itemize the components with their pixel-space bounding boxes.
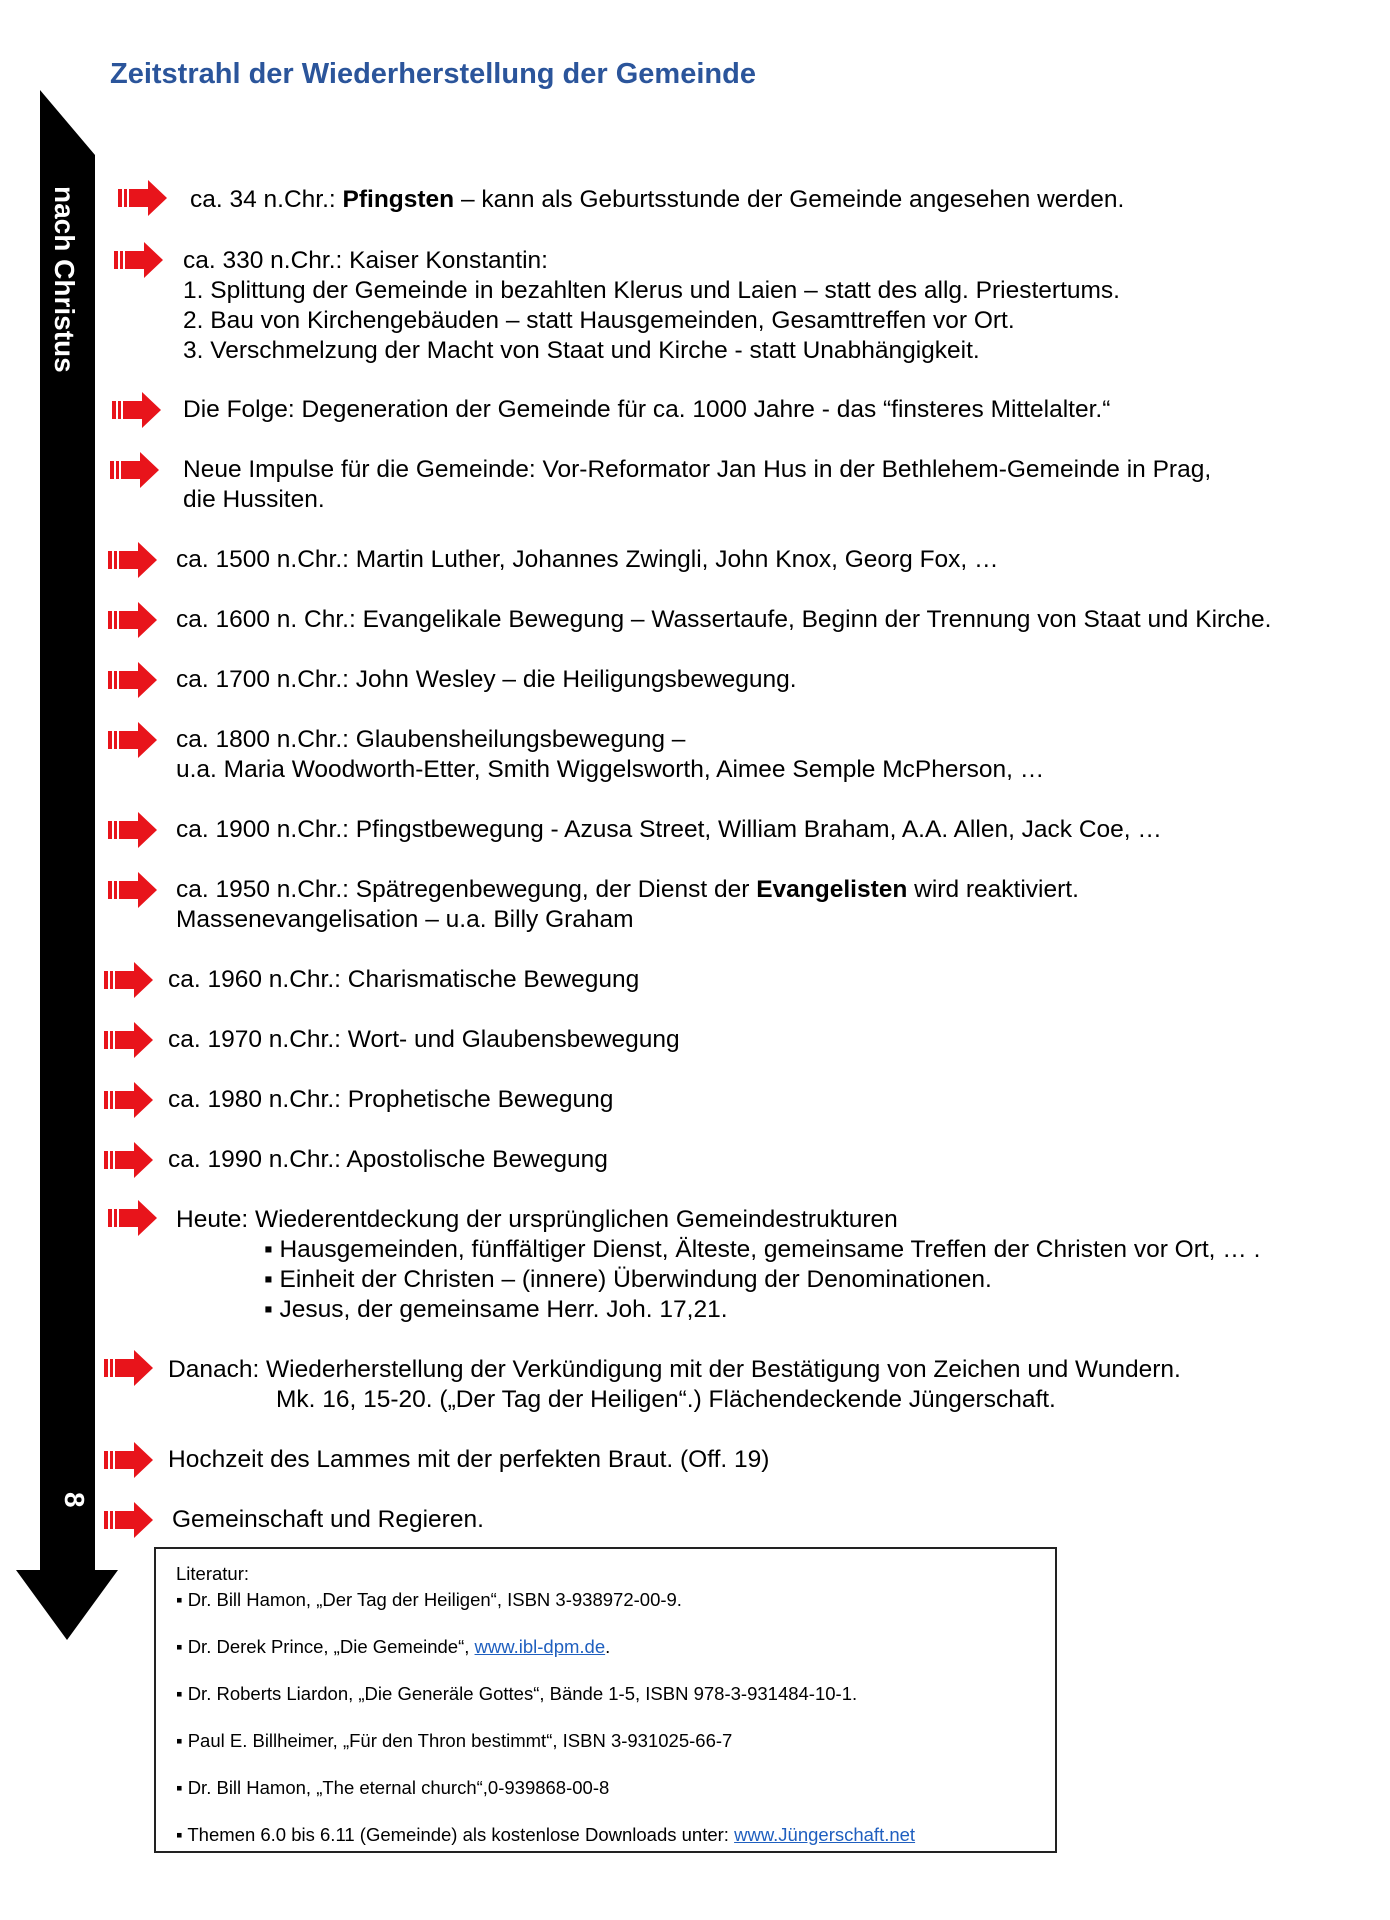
entry-line: 3. Verschmelzung der Macht von Staat und Kirche - statt Unabhängigkeit. bbox=[183, 337, 980, 364]
literature-link[interactable]: www.ibl-dpm.de bbox=[474, 1636, 606, 1657]
red-arrow-icon bbox=[110, 390, 162, 430]
red-arrow-icon bbox=[106, 660, 158, 700]
entry-line: ca. 1500 n.Chr.: Martin Luther, Johannes Zwingli, John Knox, Georg Fox, … bbox=[176, 546, 999, 573]
entry-heute bbox=[176, 1205, 1260, 1325]
entry-bullet: ▪ Jesus, der gemeinsame Herr. Joh. 17,21. bbox=[264, 1296, 728, 1323]
entry-gemeinschaft bbox=[172, 1505, 484, 1535]
red-arrow-icon bbox=[108, 450, 160, 490]
entry-hochzeit bbox=[168, 1445, 769, 1475]
literature-item bbox=[176, 1683, 857, 1705]
literature-item bbox=[176, 1730, 732, 1752]
entry-konstantin bbox=[183, 246, 1120, 366]
entry-1960 bbox=[168, 965, 639, 995]
literature-text: ▪ Dr. Derek Prince, „Die Gemeinde“, bbox=[176, 1636, 475, 1657]
entry-line: Massenevangelisation – u.a. Billy Graham bbox=[176, 906, 634, 933]
entry-line: Gemeinschaft und Regieren. bbox=[172, 1506, 484, 1533]
entry-line: u.a. Maria Woodworth-Etter, Smith Wiggelsworth, Aimee Semple McPherson, … bbox=[176, 756, 1045, 783]
entry-pfingsten bbox=[190, 185, 1124, 215]
red-arrow-icon bbox=[102, 960, 154, 1000]
red-arrow-icon bbox=[102, 1440, 154, 1480]
literature-text: ▪ Paul E. Billheimer, „Für den Thron bestimmt“, ISBN 3-931025-66-7 bbox=[176, 1730, 733, 1751]
entry-bullet: ▪ Hausgemeinden, fünffältiger Dienst, Älteste, gemeinsame Treffen der Christen vor Ort, … . bbox=[264, 1236, 1261, 1263]
entry-line: ca. 1980 n.Chr.: Prophetische Bewegung bbox=[168, 1086, 614, 1113]
entry-folge bbox=[183, 395, 1110, 425]
red-arrow-icon bbox=[106, 870, 158, 910]
entry-line: ca. 1600 n. Chr.: Evangelikale Bewegung – Wassertaufe, Beginn der Trennung von Staat und Kirche. bbox=[176, 606, 1272, 633]
red-arrow-icon bbox=[106, 540, 158, 580]
entry-1900 bbox=[176, 815, 1162, 845]
entry-line: 2. Bau von Kirchengebäuden – statt Hausgemeinden, Gesamttreffen vor Ort. bbox=[183, 307, 1015, 334]
red-arrow-icon bbox=[102, 1500, 154, 1540]
entry-line: Die Folge: Degeneration der Gemeinde für ca. 1000 Jahre - das “finsteres Mittelalter.“ bbox=[183, 396, 1111, 423]
literature-heading: Literatur: bbox=[176, 1563, 250, 1584]
literature-text: ▪ Dr. Roberts Liardon, „Die Generäle Gottes“, Bände 1-5, ISBN 978-3-931484-10-1. bbox=[176, 1683, 858, 1704]
entry-line: ca. 1990 n.Chr.: Apostolische Bewegung bbox=[168, 1146, 608, 1173]
entry-1700 bbox=[176, 665, 797, 695]
red-arrow-icon bbox=[102, 1020, 154, 1060]
red-arrow-icon bbox=[106, 1198, 158, 1238]
red-arrow-icon bbox=[102, 1140, 154, 1180]
entry-text: ca. 34 n.Chr.: bbox=[190, 186, 343, 213]
literature-item bbox=[176, 1636, 610, 1658]
entry-1990 bbox=[168, 1145, 608, 1175]
entry-1950 bbox=[176, 875, 1079, 935]
literature-text: ▪ Dr. Bill Hamon, „The eternal church“,0-939868-00-8 bbox=[176, 1777, 610, 1798]
entry-1600 bbox=[176, 605, 1271, 635]
entry-1970 bbox=[168, 1025, 680, 1055]
entry-line: ca. 1700 n.Chr.: John Wesley – die Heiligungsbewegung. bbox=[176, 666, 797, 693]
page-number: 8 bbox=[59, 1492, 90, 1508]
entry-1500 bbox=[176, 545, 999, 575]
red-arrow-icon bbox=[106, 600, 158, 640]
literature-link[interactable]: www.Jüngerschaft.net bbox=[734, 1824, 916, 1845]
entry-line: 1. Splittung der Gemeinde in bezahlten Klerus und Laien – statt des allg. Priestertums. bbox=[183, 277, 1120, 304]
entry-line: ca. 330 n.Chr.: Kaiser Konstantin: bbox=[183, 247, 548, 274]
entry-bold: Evangelisten bbox=[756, 876, 908, 903]
entry-line: Danach: Wiederherstellung der Verkündigung mit der Bestätigung von Zeichen und Wundern. bbox=[168, 1356, 1181, 1383]
entry-text: ca. 1950 n.Chr.: Spätregenbewegung, der Dienst der bbox=[176, 876, 757, 903]
entry-line: ca. 1970 n.Chr.: Wort- und Glaubensbewegung bbox=[168, 1026, 680, 1053]
literature-item bbox=[176, 1824, 915, 1846]
entry-line: ca. 1800 n.Chr.: Glaubensheilungsbewegung – bbox=[176, 726, 686, 753]
literature-box bbox=[154, 1547, 1057, 1853]
literature-item bbox=[176, 1777, 609, 1799]
entry-line: Neue Impulse für die Gemeinde: Vor-Reformator Jan Hus in der Bethlehem-Gemeinde in Prag, bbox=[183, 456, 1212, 483]
red-arrow-icon bbox=[112, 240, 164, 280]
entry-line: Mk. 16, 15-20. („Der Tag der Heiligen“.) Flächendeckende Jüngerschaft. bbox=[276, 1386, 1056, 1413]
entry-bullet: ▪ Einheit der Christen – (innere) Überwindung der Denominationen. bbox=[264, 1266, 992, 1293]
entry-line: ca. 1900 n.Chr.: Pfingstbewegung - Azusa Street, William Braham, A.A. Allen, Jack Coe, … bbox=[176, 816, 1162, 843]
literature-text: ▪ Dr. Bill Hamon, „Der Tag der Heiligen“, ISBN 3-938972-00-9. bbox=[176, 1589, 682, 1610]
red-arrow-icon bbox=[102, 1348, 154, 1388]
entry-1980 bbox=[168, 1085, 613, 1115]
timeline-label: nach Christus bbox=[49, 186, 80, 373]
entry-bold: Pfingsten bbox=[342, 186, 455, 213]
entry-line: die Hussiten. bbox=[183, 486, 325, 513]
red-arrow-icon bbox=[102, 1080, 154, 1120]
literature-text: . bbox=[605, 1636, 611, 1657]
entry-text: wird reaktiviert. bbox=[907, 876, 1079, 903]
red-arrow-icon bbox=[106, 810, 158, 850]
red-arrow-icon bbox=[116, 178, 168, 218]
literature-item bbox=[176, 1589, 682, 1611]
entry-text: – kann als Geburtsstunde der Gemeinde angesehen werden. bbox=[454, 186, 1125, 213]
entry-line: Hochzeit des Lammes mit der perfekten Braut. (Off. 19) bbox=[168, 1446, 770, 1473]
entry-1800 bbox=[176, 725, 1044, 785]
entry-danach bbox=[168, 1355, 1181, 1415]
literature-text: ▪ Themen 6.0 bis 6.11 (Gemeinde) als kostenlose Downloads unter: bbox=[176, 1824, 735, 1845]
entry-line: Heute: Wiederentdeckung der ursprünglichen Gemeindestrukturen bbox=[176, 1206, 898, 1233]
entry-impulse bbox=[183, 455, 1211, 515]
page-title: Zeitstrahl der Wiederherstellung der Gemeinde bbox=[110, 58, 756, 90]
entry-line: ca. 1960 n.Chr.: Charismatische Bewegung bbox=[168, 966, 640, 993]
red-arrow-icon bbox=[106, 720, 158, 760]
